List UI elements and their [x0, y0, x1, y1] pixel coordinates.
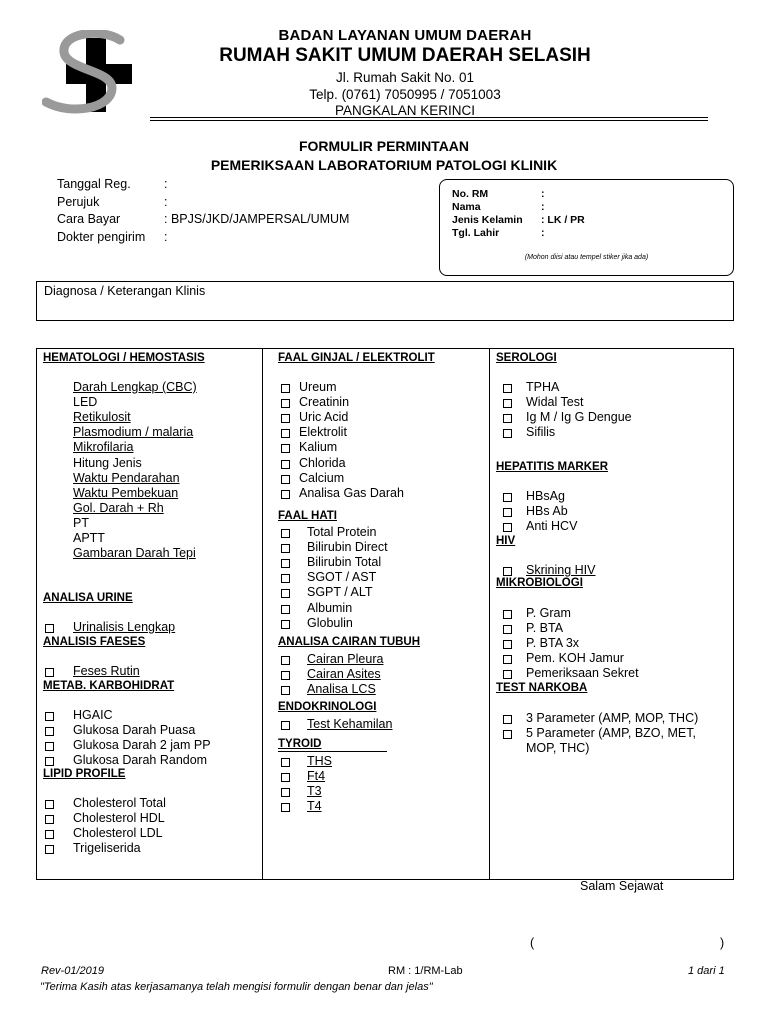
test-item-karbo: Glukosa Darah Puasa [73, 723, 196, 738]
test-item-tyroid: Ft4 [307, 769, 326, 784]
test-item-faeses: Feses Rutin [73, 664, 140, 678]
diagnosis-label: Diagnosa / Keterangan Klinis [44, 284, 206, 298]
form-title: FORMULIR PERMINTAAN [298, 138, 470, 154]
test-item-hepatitis: Anti HCV [526, 519, 578, 534]
checkbox-serologi-2[interactable] [503, 414, 512, 423]
reg-date-label: Tanggal Reg. [57, 177, 131, 191]
checkbox-hepatitis-0[interactable] [503, 493, 512, 502]
checkbox-ginjal-2[interactable] [281, 414, 290, 423]
test-item-ginjal: Kalium [299, 440, 338, 455]
birthdate-label: Tgl. Lahir [452, 227, 500, 239]
test-item-hematologi[interactable]: PT [73, 515, 89, 530]
test-item-endo: Test Kehamilan [307, 717, 393, 731]
checkbox-mikro-4[interactable] [503, 670, 512, 679]
reg-date-value[interactable]: : [164, 177, 168, 191]
checkbox-cairan-0[interactable] [281, 656, 290, 665]
test-item-serologi: TPHA [526, 380, 560, 394]
test-item-mikro: P. BTA 3x [526, 636, 580, 651]
test-item-narkoba: 5 Parameter (AMP, BZO, MET, [526, 726, 696, 741]
checkbox-hepatitis-2[interactable] [503, 523, 512, 532]
test-item-hati: Albumin [307, 600, 353, 615]
checkbox-mikro-3[interactable] [503, 655, 512, 664]
checkbox-lipid-2[interactable] [45, 830, 54, 839]
test-item-hematologi[interactable]: Waktu Pendarahan [73, 470, 180, 485]
checkbox-hati-1[interactable] [281, 544, 290, 553]
test-item-tyroid: T3 [307, 784, 322, 799]
checkbox-serologi-3[interactable] [503, 429, 512, 438]
section-title-hematologi: HEMATOLOGI / HEMOSTASIS [43, 352, 205, 364]
header-divider [150, 120, 708, 121]
test-item-lipid: Cholesterol LDL [73, 826, 163, 841]
checkbox-faeses-0[interactable] [45, 668, 54, 677]
sticker-note: (Mohon diisi atau tempel stiker jika ada) [524, 254, 649, 261]
checkbox-karbo-3[interactable] [45, 757, 54, 766]
gender-value[interactable]: : LK / PR [541, 214, 585, 226]
section-title-hati: FAAL HATI [278, 510, 337, 522]
test-item-ginjal: Ureum [299, 380, 337, 394]
section-title-tyroid: TYROID [278, 738, 322, 750]
checkbox-karbo-2[interactable] [45, 742, 54, 751]
test-item-hiv: Skrining HIV [526, 563, 596, 577]
checkbox-tyroid-1[interactable] [281, 773, 290, 782]
test-item-karbo: HGAIC [73, 708, 113, 722]
test-item-tyroid: THS [307, 754, 332, 768]
birthdate-value[interactable]: : [541, 227, 545, 239]
revision-code: Rev-01/2019 [41, 965, 104, 977]
checkbox-hati-6[interactable] [281, 620, 290, 629]
hospital-logo-icon [42, 30, 142, 116]
test-item-ginjal: Uric Acid [299, 410, 349, 425]
section-title-urine: ANALISA URINE [43, 592, 133, 604]
test-item-cairan: Analisa LCS [307, 682, 376, 697]
test-item-hepatitis: HBs Ab [526, 504, 568, 519]
checkbox-tyroid-3[interactable] [281, 803, 290, 812]
checkbox-tyroid-2[interactable] [281, 788, 290, 797]
checkbox-urine-0[interactable] [45, 624, 54, 633]
test-item-hati: Globulin [307, 615, 353, 630]
checkbox-hati-5[interactable] [281, 605, 290, 614]
test-item-mikro: P. Gram [526, 606, 571, 620]
checkbox-ginjal-0[interactable] [281, 384, 290, 393]
form-subtitle: PEMERIKSAAN LABORATORIUM PATOLOGI KLINIK [210, 157, 558, 173]
checkbox-ginjal-4[interactable] [281, 444, 290, 453]
test-item-karbo: Glukosa Darah Random [73, 753, 208, 768]
signature-paren-open: ( [530, 936, 535, 950]
test-item-ginjal: Chlorida [299, 455, 346, 470]
checkbox-serologi-0[interactable] [503, 384, 512, 393]
checkbox-serologi-1[interactable] [503, 399, 512, 408]
test-item-serologi: Sifilis [526, 425, 556, 440]
section-title-hiv: HIV [496, 535, 516, 547]
test-item-mikro: Pemeriksaan Sekret [526, 666, 639, 681]
checkbox-ginjal-7[interactable] [281, 490, 290, 499]
section-title-hepatitis: HEPATITIS MARKER [496, 461, 609, 473]
signature-paren-close: ) [720, 936, 725, 950]
checkbox-hiv-0[interactable] [503, 567, 512, 576]
test-item-karbo: Glukosa Darah 2 jam PP [73, 738, 211, 753]
column-divider [262, 348, 263, 880]
test-item-urine: Urinalisis Lengkap [73, 620, 176, 634]
checkbox-ginjal-6[interactable] [281, 475, 290, 484]
section-title-mikro: MIKROBIOLOGI [496, 577, 583, 589]
patient-name-label: Nama [452, 201, 481, 213]
hospital-city: PANGKALAN KERINCI [334, 103, 476, 118]
checkbox-narkoba-0[interactable] [503, 715, 512, 724]
rm-code: RM : 1/RM-Lab [388, 965, 463, 977]
checkbox-ginjal-5[interactable] [281, 460, 290, 469]
checkbox-hati-0[interactable] [281, 529, 290, 538]
test-item-hematologi[interactable]: APTT [73, 531, 105, 545]
test-item-hematologi[interactable]: Waktu Pembekuan [73, 485, 179, 500]
medical-record-value[interactable]: : [541, 188, 545, 200]
test-item-narkoba: MOP, THC) [526, 741, 590, 756]
checkbox-hati-2[interactable] [281, 559, 290, 568]
test-item-hematologi[interactable]: Plasmodium / malaria [73, 425, 194, 440]
test-item-ginjal: Analisa Gas Darah [299, 485, 404, 500]
tyroid-underline [278, 751, 387, 752]
test-item-hematologi[interactable]: Gambaran Darah Tepi [73, 546, 196, 561]
gender-label: Jenis Kelamin [452, 214, 523, 226]
doctor-label: Dokter pengirim [57, 230, 146, 244]
checkbox-lipid-0[interactable] [45, 800, 54, 809]
test-item-mikro: Pem. KOH Jamur [526, 651, 624, 666]
section-title-faeses: ANALISIS FAESES [43, 636, 146, 648]
checkbox-hepatitis-1[interactable] [503, 508, 512, 517]
section-title-karbo: METAB. KARBOHIDRAT [43, 680, 175, 692]
test-item-mikro: P. BTA [526, 621, 564, 636]
payment-value[interactable]: : BPJS/JKD/JAMPERSAL/UMUM [164, 212, 350, 226]
test-item-ginjal: Creatinin [299, 395, 350, 410]
test-item-hepatitis: HBsAg [526, 489, 565, 503]
test-item-tyroid: T4 [307, 799, 322, 814]
checkbox-endo-0[interactable] [281, 721, 290, 730]
test-item-ginjal: Calcium [299, 470, 345, 485]
test-item-lipid: Cholesterol HDL [73, 811, 165, 826]
test-item-hati: SGPT / ALT [307, 585, 373, 600]
checkbox-tyroid-0[interactable] [281, 758, 290, 767]
checkbox-mikro-0[interactable] [503, 610, 512, 619]
section-title-lipid: LIPID PROFILE [43, 768, 126, 780]
test-item-hematologi[interactable]: Darah Lengkap (CBC) [73, 380, 197, 394]
test-item-lipid: Trigeliserida [73, 841, 141, 856]
test-item-lipid: Cholesterol Total [73, 796, 166, 810]
test-item-hati: SGOT / AST [307, 570, 377, 585]
institution-name: BADAN LAYANAN UMUM DAERAH [278, 27, 532, 44]
column-divider [489, 348, 490, 880]
referrer-label: Perujuk [57, 195, 100, 209]
patient-info-box[interactable] [439, 179, 734, 276]
checkbox-hati-4[interactable] [281, 589, 290, 598]
test-item-cairan: Cairan Asites [307, 667, 381, 682]
hospital-phone: Telp. (0761) 7050995 / 7051003 [309, 87, 501, 102]
test-item-serologi: Widal Test [526, 395, 584, 410]
section-title-cairan: ANALISA CAIRAN TUBUH [278, 636, 421, 648]
hospital-name: RUMAH SAKIT UMUM DAERAH SELASIH [219, 45, 591, 66]
test-item-hematologi[interactable]: Retikulosit [73, 410, 131, 425]
checkbox-cairan-2[interactable] [281, 686, 290, 695]
section-title-serologi: SEROLOGI [496, 352, 557, 364]
test-item-hematologi[interactable]: Mikrofilaria [73, 440, 134, 455]
test-item-hati: Bilirubin Direct [307, 540, 388, 555]
payment-label: Cara Bayar [57, 212, 121, 226]
diagnosis-box[interactable] [36, 281, 734, 321]
section-title-ginjal: FAAL GINJAL / ELEKTROLIT [278, 352, 435, 364]
test-item-hematologi[interactable]: LED [73, 395, 98, 410]
test-item-serologi: Ig M / Ig G Dengue [526, 410, 632, 425]
hospital-address: Jl. Rumah Sakit No. 01 [335, 70, 475, 85]
referrer-value[interactable]: : [164, 195, 168, 209]
test-item-cairan: Cairan Pleura [307, 652, 384, 666]
checkbox-ginjal-3[interactable] [281, 429, 290, 438]
checkbox-lipid-3[interactable] [45, 845, 54, 854]
checkbox-narkoba-1[interactable] [503, 730, 512, 739]
checkbox-ginjal-1[interactable] [281, 399, 290, 408]
test-item-hematologi[interactable]: Hitung Jenis [73, 455, 142, 470]
header-divider [150, 117, 708, 118]
doctor-value[interactable]: : [164, 230, 168, 244]
checkbox-cairan-1[interactable] [281, 671, 290, 680]
checkbox-mikro-1[interactable] [503, 625, 512, 634]
test-item-ginjal: Elektrolit [299, 425, 347, 440]
checkbox-mikro-2[interactable] [503, 640, 512, 649]
section-title-endo: ENDOKRINOLOGI [278, 701, 377, 713]
checkbox-karbo-1[interactable] [45, 727, 54, 736]
patient-name-value[interactable]: : [541, 201, 545, 213]
thanks-note: "Terima Kasih atas kerjasamanya telah mengisi formulir dengan benar dan jelas" [40, 981, 433, 993]
test-item-hati: Bilirubin Total [307, 555, 382, 570]
checkbox-karbo-0[interactable] [45, 712, 54, 721]
section-title-narkoba: TEST NARKOBA [496, 682, 588, 694]
test-item-narkoba: 3 Parameter (AMP, MOP, THC) [526, 711, 699, 725]
test-item-hematologi[interactable]: Gol. Darah + Rh [73, 500, 164, 515]
test-item-hati: Total Protein [307, 525, 377, 539]
medical-record-label: No. RM [452, 188, 489, 200]
page-number: 1 dari 1 [688, 965, 725, 977]
salam-sejawat: Salam Sejawat [580, 879, 664, 893]
checkbox-lipid-1[interactable] [45, 815, 54, 824]
checkbox-hati-3[interactable] [281, 574, 290, 583]
